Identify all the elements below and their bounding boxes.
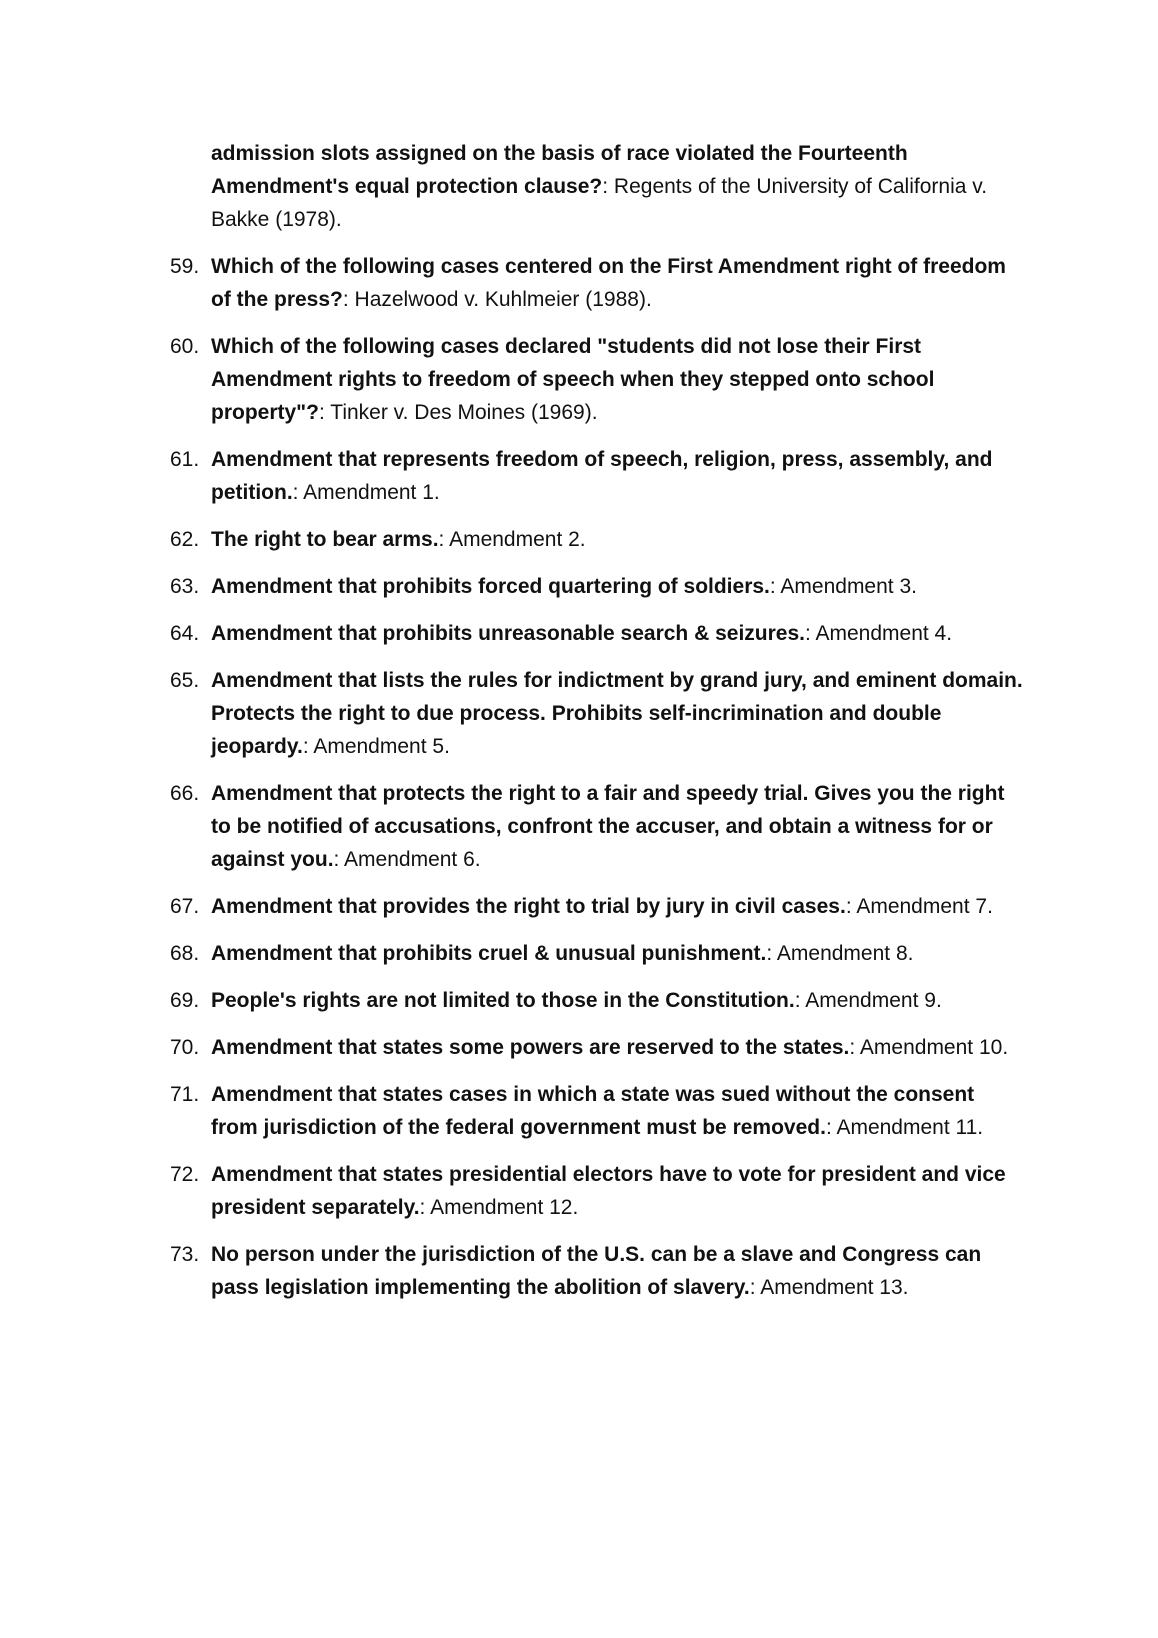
item-number: 59. [170, 255, 200, 278]
answer-text: Amendment 12. [430, 1196, 579, 1219]
answer-text: Amendment 4. [815, 622, 953, 645]
separator: : [849, 1036, 860, 1059]
separator: : [749, 1276, 761, 1299]
question-text: Amendment that prohibits forced quartering of soldiers. [211, 575, 770, 598]
item-number: 73. [170, 1243, 200, 1266]
list-item [170, 330, 1025, 429]
separator: : [342, 288, 355, 311]
question-text: The right to bear arms. [211, 528, 439, 551]
item-number: 61. [170, 448, 200, 471]
item-number: 64. [170, 622, 200, 645]
list-item [170, 1238, 1025, 1304]
list-item [170, 984, 1025, 1017]
separator: : [845, 895, 857, 918]
item-number: 67. [170, 895, 200, 918]
question-text: Amendment that states some powers are reserved to the states. [211, 1036, 850, 1059]
separator: : [804, 622, 816, 645]
document-content [170, 137, 1025, 1318]
list-item [170, 664, 1025, 763]
question-text: No person under the jurisdiction of the U.S. can be a slave and Congress can pass legislation implementing the abolition of slavery. [211, 1243, 982, 1299]
answer-text: Amendment 1. [303, 481, 440, 504]
question-text: Amendment that states cases in which a state was sued without the consent from jurisdiction of the federal government must be removed. [211, 1083, 975, 1139]
question-text: Amendment that lists the rules for indictment by grand jury, and eminent domain. Protects the right to due process. Prohibits self-incrimination and double jeopardy. [211, 669, 1023, 758]
item-number: 60. [170, 335, 200, 358]
answer-text: Amendment 8. [776, 942, 914, 965]
list-item [170, 890, 1025, 923]
item-number: 71. [170, 1083, 200, 1106]
item-number: 65. [170, 669, 200, 692]
separator: : [302, 735, 314, 758]
list-item [170, 937, 1025, 970]
answer-text: Amendment 3. [780, 575, 917, 598]
list-item [170, 777, 1025, 876]
separator: : [825, 1116, 837, 1139]
separator: : [602, 175, 614, 198]
answer-text: Amendment 11. [836, 1116, 984, 1139]
question-text: Amendment that prohibits cruel & unusual punishment. [211, 942, 767, 965]
list-item [170, 570, 1025, 603]
continued-item [170, 137, 1025, 236]
separator: : [794, 989, 806, 1012]
item-number: 69. [170, 989, 200, 1012]
question-text: Amendment that provides the right to trial by jury in civil cases. [211, 895, 846, 918]
answer-text: Amendment 9. [805, 989, 942, 1012]
separator: : [318, 401, 331, 424]
question-text: Which of the following cases declared "students did not lose their First Amendment rights to freedom of speech when they stepped onto school property"? [211, 335, 935, 424]
answer-text: Amendment 13. [760, 1276, 909, 1299]
separator: : [333, 848, 345, 871]
flashcard-list [170, 250, 1025, 1304]
separator: : [766, 942, 777, 965]
list-item [170, 250, 1025, 316]
item-number: 70. [170, 1036, 200, 1059]
list-item [170, 1078, 1025, 1144]
list-item [170, 1158, 1025, 1224]
question-text: Amendment that states presidential electors have to vote for president and vice president separately. [211, 1163, 1006, 1219]
list-item [170, 1031, 1025, 1064]
question-text: Amendment that represents freedom of speech, religion, press, assembly, and petition. [211, 448, 993, 504]
question-text: People's rights are not limited to those in the Constitution. [211, 989, 795, 1012]
answer-text: Amendment 6. [344, 848, 481, 871]
item-number: 62. [170, 528, 200, 551]
list-item [170, 617, 1025, 650]
answer-text: Amendment 5. [313, 735, 450, 758]
question-text: Which of the following cases centered on the First Amendment right of freedom of the press? [211, 255, 1006, 311]
answer-text: Regents of the University of California v. Bakke (1978). [211, 175, 988, 231]
answer-text: Hazelwood v. Kuhlmeier (1988). [354, 288, 652, 311]
answer-text: Tinker v. Des Moines (1969). [330, 401, 598, 424]
answer-text: Amendment 10. [859, 1036, 1009, 1059]
answer-text: Amendment 7. [856, 895, 993, 918]
separator: : [419, 1196, 431, 1219]
item-number: 63. [170, 575, 200, 598]
item-number: 68. [170, 942, 200, 965]
question-text: admission slots assigned on the basis of race violated the Fourteenth Amendment's equal protection clause? [211, 142, 908, 198]
list-item [170, 443, 1025, 509]
list-item [170, 523, 1025, 556]
separator: : [292, 481, 304, 504]
separator: : [438, 528, 450, 551]
question-text: Amendment that prohibits unreasonable search & seizures. [211, 622, 805, 645]
answer-text: Amendment 2. [449, 528, 586, 551]
item-number: 66. [170, 782, 200, 805]
item-number: 72. [170, 1163, 200, 1186]
question-text: Amendment that protects the right to a fair and speedy trial. Gives you the right to be notified of accusations, confront the accuser, and obtain a witness for or against you. [211, 782, 1005, 871]
separator: : [769, 575, 781, 598]
